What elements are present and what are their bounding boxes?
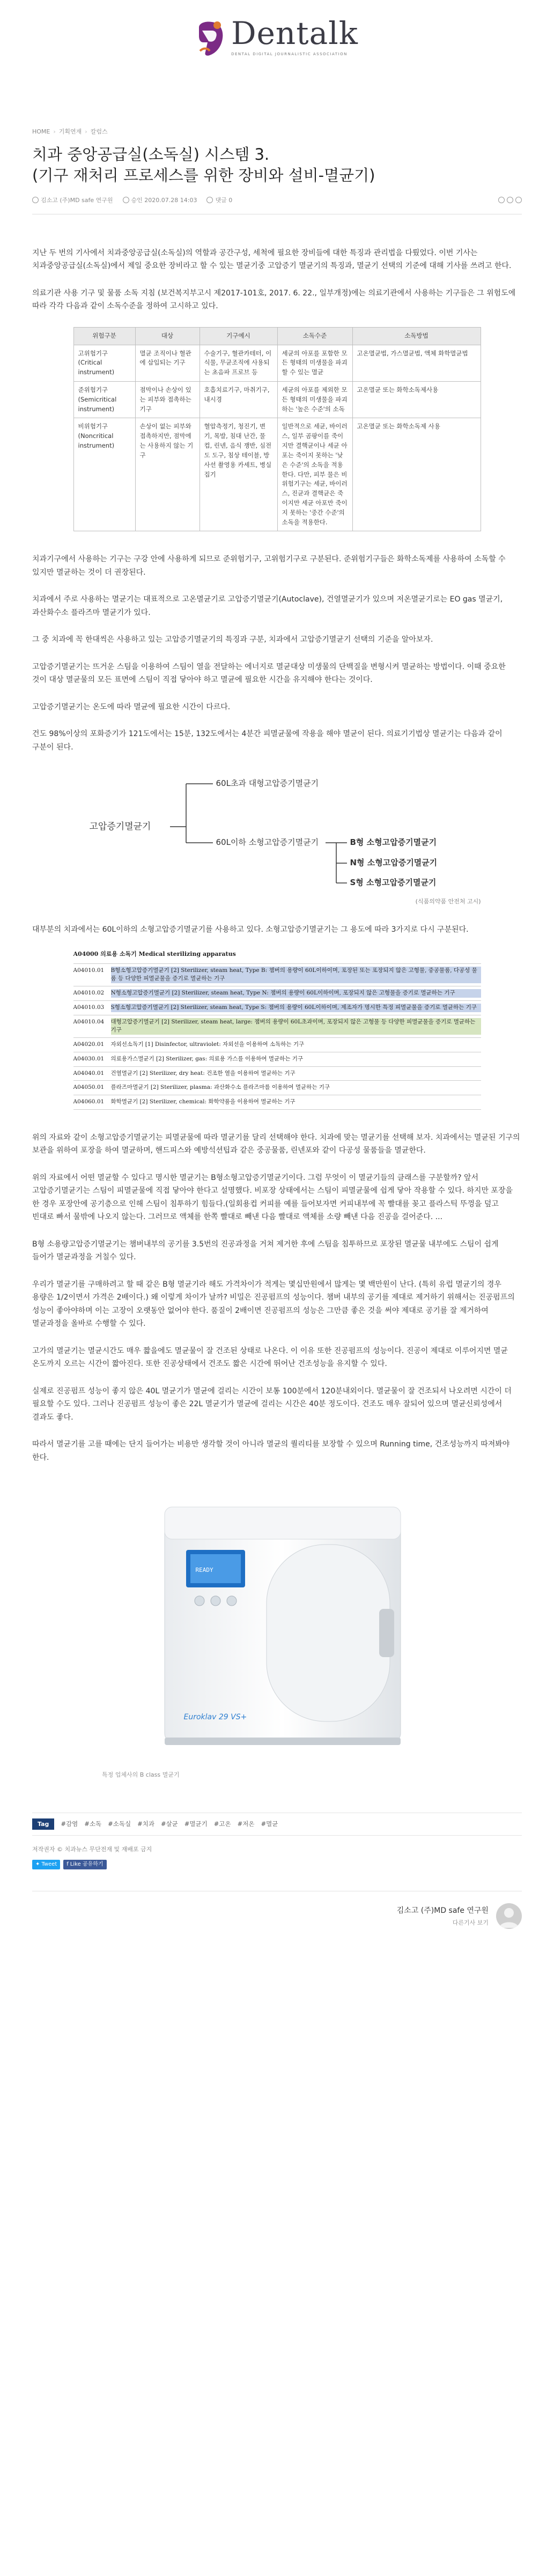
tag-item[interactable]: #멸균기 xyxy=(184,1820,208,1828)
share-icon[interactable] xyxy=(515,197,522,203)
table-header-cell: 기구예시 xyxy=(200,327,277,345)
autoclave-illustration xyxy=(127,1486,427,1764)
diagram-branch-small: 60L이하 소형고압증기멸균기 xyxy=(216,837,319,848)
table-cell: 고온멸균 또는 화학소독제 사용 xyxy=(352,418,481,531)
paragraph: 고압증기멸균기는 뜨거운 스팀을 이용하여 스팀이 열을 전달하는 에너지로 멸균대상 미생물의 단백질을 변형시켜 멸균하는 방법이다. 이때 중요한 것이 대상 멸균물의 모든 표면에 스팀이 직접 닿아야 하고 멸균에 필요한 시간을 유지해야 한다는 것이다. xyxy=(32,662,506,685)
user-icon xyxy=(32,197,39,203)
share-buttons xyxy=(32,1860,522,1869)
breadcrumb-category[interactable]: 칼럼스 xyxy=(90,128,108,135)
table-cell: 준위험기구 (Semicritical instrument) xyxy=(73,382,135,418)
paragraph: 의료기관 사용 기구 및 물품 소독 지침 (보건복지부고시 제2017-101호, 2017. 6. 22., 일부개정)에는 의료기관에서 사용하는 기구들은 그 위험도에 따라 각각 다음과 같이 소독수준을 정하여 고시하고 있다. xyxy=(32,288,516,311)
tag-item[interactable]: #치과 xyxy=(137,1820,154,1828)
excerpt-text: S형소형고압증기멸균기 [2] Sterilizer, steam heat, Type S: 챔버의 용량이 60L이하이며, 제조자가 명시한 특정 피멸균물을 증기로 멸균하는 기구 xyxy=(111,1004,481,1012)
excerpt-code: A04010.02 xyxy=(73,990,105,997)
table-cell: 일반적으로 세균, 바이러스, 일부 곰팡이를 죽이지만 결핵균이나 세균 아포는 죽이지 못하는 '낮은 수준'의 소독을 적용한다. 다만, 피부 물은 비위험기구는 세균, 바이러스, 진균과 결핵균은 죽이지만 세균 아포만 죽이지 못하는 '중간 수준'의 소독을 적용한다. xyxy=(277,418,352,531)
breadcrumb xyxy=(32,127,522,137)
table-cell: 혈압측정기, 청진기, 변기, 목발, 침대 난간, 물컵, 린넨, 음식 쟁반, 심전도 도구, 침상 테이블, 방사선 촬영용 카세트, 병실 집기 xyxy=(200,418,277,531)
facebook-like-button[interactable] xyxy=(63,1860,106,1869)
tweet-label: Tweet xyxy=(41,1861,57,1868)
diagram-type-b: B형 소형고압증기멸균기 xyxy=(350,837,437,848)
excerpt-code: A04010.04 xyxy=(73,1018,105,1025)
source-note: (식품의약품 안전처 고시) xyxy=(415,898,481,905)
article-body xyxy=(32,214,522,1780)
paragraph: 따라서 멸균기를 고를 때에는 단지 들어가는 비용만 생각할 것이 아니라 멸균의 퀄리티를 보장할 수 있으며 Running time, 건조성능까지 따져봐야 한다. xyxy=(32,1440,510,1462)
paragraph: 실제로 진공펌프 성능이 좋지 않은 40L 멸균기가 멸균에 걸리는 시간이 보통 100분에서 120분내외이다. 멸균물이 잘 건조되서 나오려면 시간이 더 필요할 수도 있다. 그러나 진공펌프 성능이 좋은 22L 멸균기가 멸균에 걸리는 시간은 40분 정도이다. 건조도 매우 잘되어 있으며 멸균신뢰성에서 결과도 좋다. xyxy=(32,1386,512,1422)
excerpt-code: A04030.01 xyxy=(73,1055,105,1062)
excerpt-text: 플라즈마멸균기 [2] Sterilizer, plasma: 과산화수소 플라즈마를 이용하여 멸균하는 기구 xyxy=(110,1084,330,1091)
diagram-root: 고압증기멸균기 xyxy=(89,821,151,833)
table-header-cell: 위험구분 xyxy=(73,327,135,345)
table-cell: 손상이 없는 피부와 접촉하지만, 점막에는 사용하지 않는 기구 xyxy=(135,418,200,531)
tag-item[interactable]: #소독실 xyxy=(108,1820,131,1828)
excerpt-row xyxy=(73,1080,481,1095)
breadcrumb-home[interactable]: HOME xyxy=(32,128,50,135)
paragraph: 위의 자료와 같이 소형고압증기멸균기는 피멸균물에 따라 멸균기를 달리 선택해야 한다. 치과에 맞는 멸균기를 선택해 보자. 치과에서는 멸균된 기구의 보관을 위하여 포장을 하여 멸균하며, 핸드피스와 예방석션팁과 같은 중공물품, 린넨포와 같이 다공성 물품들을 멸균한다. xyxy=(32,1133,520,1155)
copyright-notice: 저작권자 © 치과뉴스 무단전재 및 재배포 금지 xyxy=(32,1845,152,1853)
autoclave-product-image xyxy=(127,1486,427,1764)
autoclave-brand: Euroklav 29 VS+ xyxy=(183,1713,247,1722)
logo-mark-icon xyxy=(196,18,227,57)
twitter-icon: ✦ xyxy=(35,1861,40,1868)
chevron-right-icon: › xyxy=(85,128,87,135)
site-header xyxy=(0,0,554,75)
font-size-icon[interactable] xyxy=(498,197,505,203)
excerpt-code: A04010.03 xyxy=(73,1004,105,1011)
tag-list xyxy=(32,1813,522,1836)
image-caption: 특정 업체사의 B class 멸균기 xyxy=(102,1771,180,1779)
excerpt-title: A04000 의료용 소독기 Medical sterilizing apparatus xyxy=(73,951,236,958)
paragraph: 고가의 멸균기는 멸균시간도 매우 짧을에도 멸균물이 잘 건조된 상태로 나온다. 이 이유 또한 진공펌프의 성능이다. 진공이 제대로 이루어지면 멸균 온도까지 오르는 시간이 짧아진다. 또한 진공상태에서 건조도 짧은 시간에 뛰어난 건조성능을 유지할 수 있다. xyxy=(32,1346,508,1369)
clock-icon xyxy=(123,197,129,203)
regulation-excerpt xyxy=(73,950,481,1110)
excerpt-row xyxy=(73,1066,481,1081)
tag-item[interactable]: #멸균 xyxy=(261,1820,278,1828)
excerpt-code: A04010.01 xyxy=(73,967,105,974)
table-row xyxy=(73,345,481,381)
excerpt-text: B형소형고압증기멸균기 [2] Sterilizer, steam heat, Type B: 챔버의 용량이 60L이하이며, 포장된 또는 포장되지 않은 고형물, 중공물품, 다공성 물품 등 다양한 피멸균물을 증기로 멸균하는 기구 xyxy=(111,967,481,984)
tag-item[interactable]: #살균 xyxy=(160,1820,178,1828)
risk-classification-table xyxy=(73,327,481,532)
excerpt-row xyxy=(73,1095,481,1110)
paragraph: 고압증기멸균기는 온도에 따라 멸균에 필요한 시간이 다르다. xyxy=(32,702,231,711)
excerpt-row xyxy=(73,986,481,1000)
comment-icon xyxy=(206,197,213,203)
paragraph: B형 소용량고압증기멸균기는 챔버내부의 공기를 3.5번의 진공과정을 거쳐 제거한 후에 스팀을 침투하므로 포장된 멸균물 내부에도 스팀이 쉽게 들어가 멸균과정을 거칠수 있다. xyxy=(32,1239,499,1262)
tweet-button[interactable] xyxy=(32,1860,60,1869)
paragraph: 그 중 치과에 꼭 한대씩은 사용하고 있는 고압증기멸균기의 특징과 구분, 치과에서 고압증기멸균기 선택의 기준을 알아보자. xyxy=(32,635,433,644)
excerpt-text: 대형고압증기멸균기 [2] Sterilizer, steam heat, large: 챔버의 용량이 60L초과이며, 포장되지 않은 고형물 등 다양한 피멸균물을 증기로 멸균하는 기구 xyxy=(111,1018,481,1035)
breadcrumb-section[interactable]: 기획연재 xyxy=(58,128,82,135)
excerpt-code: A04020.01 xyxy=(73,1041,105,1048)
table-cell: 고온멸균 또는 화학소독제사용 xyxy=(352,382,481,418)
article-title-line2: (기구 재처리 프로세스를 위한 장비와 설비-멸균기) xyxy=(32,166,375,185)
table-row xyxy=(73,382,481,418)
tag-item[interactable]: #소독 xyxy=(84,1820,102,1828)
table-header-cell: 소독방법 xyxy=(352,327,481,345)
table-cell: 수술기구, 혈관카테터, 이식물, 무균조직에 사용되는 초음파 프로브 등 xyxy=(200,345,277,381)
diagram-type-s: S형 소형고압증기멸균기 xyxy=(350,878,437,888)
excerpt-row xyxy=(73,1000,481,1015)
table-header-cell: 대상 xyxy=(135,327,200,345)
article-author[interactable]: 김소고 (주)MD safe 연구원 xyxy=(41,196,113,204)
excerpt-text: 화학멸균기 [2] Sterilizer, chemical: 화학약품을 이용하여 멸균하는 기구 xyxy=(110,1098,296,1105)
author-name[interactable]: 김소고 (주)MD safe 연구원 xyxy=(396,1906,489,1916)
excerpt-text: 자외선소독기 [1] Disinfector, ultraviolet: 자외선을 이용하여 소독하는 기구 xyxy=(110,1041,305,1048)
excerpt-text: N형소형고압증기멸균기 [2] Sterilizer, steam heat, Type N: 챔버의 용량이 60L이하이며, 포장되지 않은 고형물을 증기로 멸균하는 기구 xyxy=(111,989,481,998)
table-cell: 멸균 조직이나 혈관에 삽입되는 기구 xyxy=(135,345,200,381)
table-header-row xyxy=(73,327,481,345)
table-cell: 비위험기구 (Noncritical instrument) xyxy=(73,418,135,531)
logo-name: Dentalk xyxy=(231,14,358,51)
autoclave-screen-text: READY xyxy=(195,1567,213,1574)
table-cell: 세균의 아포를 제외한 모든 형태의 미생물을 파괴하는 '높은 수준'의 소독 xyxy=(277,382,352,418)
table-cell: 호흡치료기구, 마취기구, 내시경 xyxy=(200,382,277,418)
tag-item[interactable]: #감염 xyxy=(61,1820,78,1828)
logo-subtitle: DENTAL DIGITAL JOURNALISTIC ASSOCIATION xyxy=(231,51,348,56)
paragraph: 대부분의 치과에서는 60L이하의 소형고압증기멸균기를 사용하고 있다. 소형고압증기멸균기는 그 용도에 따라 3가지로 다시 구분된다. xyxy=(32,925,469,934)
paragraph: 치과기구에서 사용하는 기구는 구강 안에 사용하게 되므로 준위험기구, 고위험기구로 구분된다. 준위험기구들은 화학소독제를 사용하여 소독할 수 있지만 멸균하는 것이 더 권장된다. xyxy=(32,555,506,577)
excerpt-code: A04050.01 xyxy=(73,1084,105,1091)
facebook-icon: f xyxy=(67,1861,69,1868)
excerpt-code: A04060.01 xyxy=(73,1098,105,1105)
facebook-label: Like 공유하기 xyxy=(70,1861,104,1868)
paragraph: 지난 두 번의 기사에서 치과중앙공급실(소독실)의 역할과 공간구성, 세척에 필요한 장비들에 대한 특징과 관리법을 다뤘었다. 이번 기사는 치과중앙공급실(소독실)에서 제일 중요한 장비라고 할 수 있는 멸균기중 고압증기 멸균기의 특징과, 멸균기 선택의 기준에 대해 기사를 쓰려고 한다. xyxy=(32,248,512,271)
excerpt-row xyxy=(73,963,481,986)
print-icon[interactable] xyxy=(507,197,513,203)
excerpt-text: 의료용가스멸균기 [2] Sterilizer, gas: 의료용 가스를 이용하여 멸균하는 기구 xyxy=(110,1055,304,1062)
table-cell: 고온멸균법, 가스멸균법, 액체 화학멸균법 xyxy=(352,345,481,381)
article-date: 승인 2020.07.28 14:03 xyxy=(131,196,197,204)
table-header-cell: 소독수준 xyxy=(277,327,352,345)
user-avatar-icon xyxy=(496,1903,522,1929)
table-row xyxy=(73,418,481,531)
article-title-line1: 치과 중앙공급실(소독실) 시스템 3. xyxy=(32,145,270,164)
diagram-type-n: N형 소형고압증기멸균기 xyxy=(350,858,438,868)
article-title xyxy=(32,144,522,186)
paragraph: 치과에서 주로 사용하는 멸균기는 대표적으로 고온멸균기로 고압증기멸균기(Autoclave), 건열멸균기가 있으며 저온멸균기로는 EO gas 멸균기, 과산화수소 플라즈마 멸균기가 있다. xyxy=(32,595,503,617)
article-comments[interactable]: 댓글 0 xyxy=(215,196,233,204)
excerpt-row xyxy=(73,1052,481,1066)
tag-item[interactable]: #저온 xyxy=(237,1820,255,1828)
site-logo[interactable] xyxy=(196,14,358,57)
tag-label: Tag xyxy=(32,1818,54,1830)
excerpt-row xyxy=(73,1037,481,1052)
paragraph: 위의 자료에서 어떤 멸균할 수 있다고 명시한 멸균기는 B형소형고압증기멸균기이다. 그럼 무엇이 이 멸균기들의 클래스를 구분할까? 앞서 고압증기멸균기는 스팀이 피멸균물에 직접 닿아야 한다고 설명했다. 비포장 상태에서는 스팀이 피멸균물에 쉽게 닿아 작용할 수 있다. 하지만 포장을 한 경우 포장안에 공기층으로 인해 스팀이 침투하기 힘들다.(일회용컵 커피를 예를 들어보자면 커피내부에 꼭 빨대를 꽂고 플라스틱 뚜껑을 덮고 빈대로 빠서 물밖에 나오지 않는다. 그러므로 액체를 한쪽 빨대로 빼낸 다음 빨대로 액체를 소량 빼낸 다음 진공을 걸어준다. ... xyxy=(32,1173,513,1222)
table-cell: 세균의 아포를 포함한 모든 형태의 미생물을 파괴할 수 있는 멸균 xyxy=(277,345,352,381)
excerpt-text: 건열멸균기 [2] Sterilizer, dry heat: 건조한 열을 이용하여 멸균하는 기구 xyxy=(110,1070,296,1077)
table-cell: 점막이나 손상이 있는 피부와 접촉하는 기구 xyxy=(135,382,200,418)
paragraph: 건도 98%이상의 포화증기가 121도에서는 15분, 132도에서는 4분간 피멸균물에 작용을 해야 멸균이 된다. 의료기기법상 멸균기는 다음과 같이 구분이 된다. xyxy=(32,730,503,752)
diagram-branch-large: 60L초과 대형고압증기멸균기 xyxy=(216,778,319,789)
chevron-right-icon: › xyxy=(53,128,56,135)
excerpt-row xyxy=(73,1015,481,1038)
avatar xyxy=(496,1903,522,1929)
excerpt-code: A04040.01 xyxy=(73,1070,105,1077)
sterilizer-classification-diagram xyxy=(73,768,481,891)
tag-item[interactable]: #고온 xyxy=(213,1820,231,1828)
paragraph: 우리가 멸균기를 구매하려고 할 때 같은 B형 멸균기라 해도 가격차이가 적게는 몇십만원에서 많게는 몇 백만원이 난다. (특히 유럽 멸균기의 경우 용량은 1/2이면서 가격은 2배이다.) 왜 이렇게 차이가 날까? 비밀은 진공펌프의 성능이다. 챔버 내부의 공기를 제대로 제거하기 위해서는 진공펌프의 성능이 좋아야하며 이는 고장이 오랫동안 없어야 한다. 품질이 2배이면 진공펌프의 성능은 그만큼 좋은 것을 써야 제대로 공기를 잘 제거하여 멸균과정을 올바로 수행할 수 있다. xyxy=(32,1280,515,1328)
table-cell: 고위험기구 (Critical instrument) xyxy=(73,345,135,381)
author-box xyxy=(32,1891,522,1941)
article-meta xyxy=(32,195,522,214)
author-more-link[interactable]: 다른기사 보기 xyxy=(452,1919,489,1926)
